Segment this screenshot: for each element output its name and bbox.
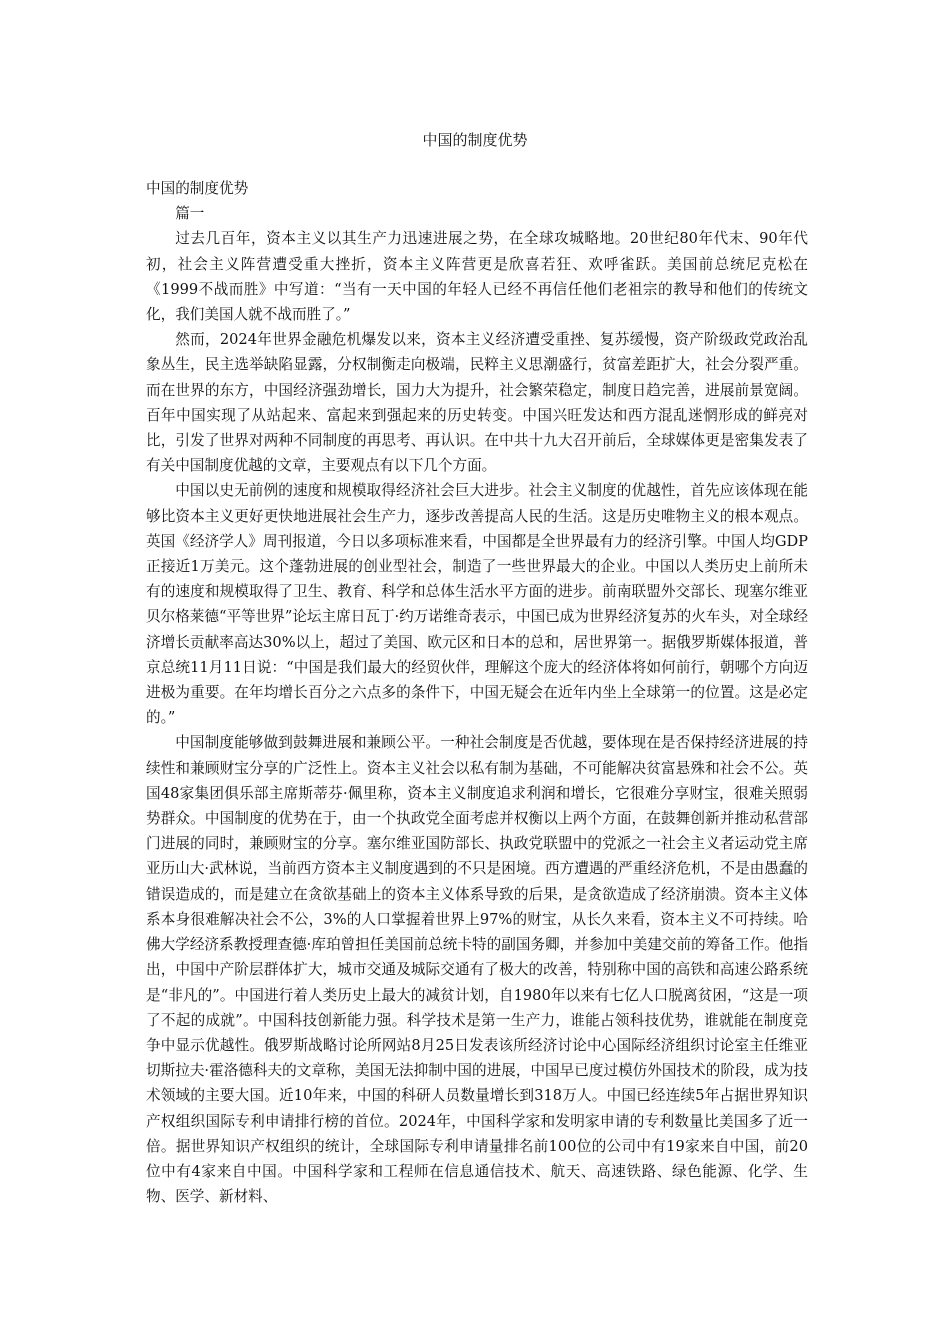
paragraph: 然而，2024年世界金融危机爆发以来，资本主义经济遭受重挫、复苏缓慢，资产阶级政党政治乱象丛生，民主选举缺陷显露，分权制衡走向极端，民粹主义思潮盛行，贫富差距扩大，社会分裂严重。而在世界的东方，中国经济强劲增长，国力大为提升，社会繁荣稳定，制度日趋完善，进展前景宽阔。百年中国实现了从站起来、富起来到强起来的历史转变。中国兴旺发达和西方混乱迷惘形成的鲜亮对比，引发了世界对两种不同制度的再思考、再认识。在中共十九大召开前后，全球媒体更是密集发表了有关中国制度优越的文章，主要观点有以下几个方面。 — [146, 331, 808, 475]
article-heading: 中国的制度优势 — [146, 180, 249, 197]
paragraph: 过去几百年，资本主义以其生产力迅速进展之势，在全球攻城略地。20世纪80年代末、90年代初，社会主义阵营遭受重大挫折，资本主义阵营更是欣喜若狂、欢呼雀跃。美国前总统尼克松在《1999不战而胜》中写道：“当有一天中国的年轻人已经不再信任他们老祖宗的教导和他们的传统文化，我们美国人就不战而胜了。” — [146, 230, 808, 324]
document-title: 中国的制度优势 — [422, 131, 528, 149]
document-body — [146, 176, 808, 1209]
paragraph: 中国制度能够做到鼓舞进展和兼顾公平。一种社会制度是否优越，要体现在是否保持经济进展的持续性和兼顾财宝分享的广泛性上。资本主义社会以私有制为基础，不可能解决贫富悬殊和社会不公。英国48家集团俱乐部主席斯蒂芬·佩里称，资本主义制度追求利润和增长，它很难分享财宝，很难关照弱势群众。中国制度的优势在于，由一个执政党全面考虑并权衡以上两个方面，在鼓舞创新并推动私营部门进展的同时，兼顾财宝的分享。塞尔维亚国防部长、执政党联盟中的党派之一社会主义者运动党主席亚历山大·武林说，当前西方资本主义制度遇到的不只是困境。西方遭遇的严重经济危机，不是由愚蠢的错误造成的，而是建立在贪欲基础上的资本主义体系导致的后果，是贪欲造成了经济崩溃。资本主义体系本身很难解决社会不公，3%的人口掌握着世界上97%的财宝，从长久来看，资本主义不可持续。哈佛大学经济系教授理查德·库珀曾担任美国前总统卡特的副国务卿，并参加中美建交前的筹备工作。他指出，中国中产阶层群体扩大，城市交通及城际交通有了极大的改善，特别称中国的高铁和高速公路系统是“非凡的”。中国进行着人类历史上最大的减贫计划，自1980年以来有七亿人口脱离贫困，“这是一项了不起的成就”。中国科技创新能力强。科学技术是第一生产力，谁能占领科技优势，谁就能在制度竞争中显示优越性。俄罗斯战略讨论所网站8月25日发表该所经济讨论中心国际经济组织讨论室主任维亚切斯拉夫·霍洛德科夫的文章称，美国无法抑制中国的进展，中国早已度过模仿外国技术的阶段，成为技术领域的主要大国。近10年来，中国的科研人员数量增长到318万人。中国已经连续5年占据世界知识产权组织国际专利申请排行榜的首位。2024年，中国科学家和发明家申请的专利数量比美国多了近一倍。据世界知识产权组织的统计，全球国际专利申请量排名前100位的公司中有19家来自中国，前20位中有4家来自中国。中国科学家和工程师在信息通信技术、航天、高速铁路、绿色能源、化学、生物、医学、新材料、 — [146, 734, 808, 1206]
section-label: 篇一 — [175, 205, 205, 223]
paragraph: 中国以史无前例的速度和规模取得经济社会巨大进步。社会主义制度的优越性，首先应该体现在能够比资本主义更好更快地进展社会生产力，逐步改善提高人民的生活。这是历史唯物主义的根本观点。英国《经济学人》周刊报道，今日以多项标准来看，中国都是全世界最有力的经济引擎。中国人均GDP正接近1万美元。这个蓬勃进展的创业型社会，制造了一些世界最大的企业。中国以人类历史上前所未有的速度和规模取得了卫生、教育、科学和总体生活水平方面的进步。前南联盟外交部长、现塞尔维亚贝尔格莱德“平等世界”论坛主席日瓦丁·约万诺维奇表示，中国已成为世界经济复苏的火车头，对全球经济增长贡献率高达30%以上，超过了美国、欧元区和日本的总和，居世界第一。据俄罗斯媒体报道，普京总统11月11日说：“中国是我们最大的经贸伙伴，理解这个庞大的经济体将如何前行，朝哪个方向迈进极为重要。在年均增长百分之六点多的条件下，中国无疑会在近年内坐上全球第一的位置。这是必定的。” — [146, 482, 808, 727]
